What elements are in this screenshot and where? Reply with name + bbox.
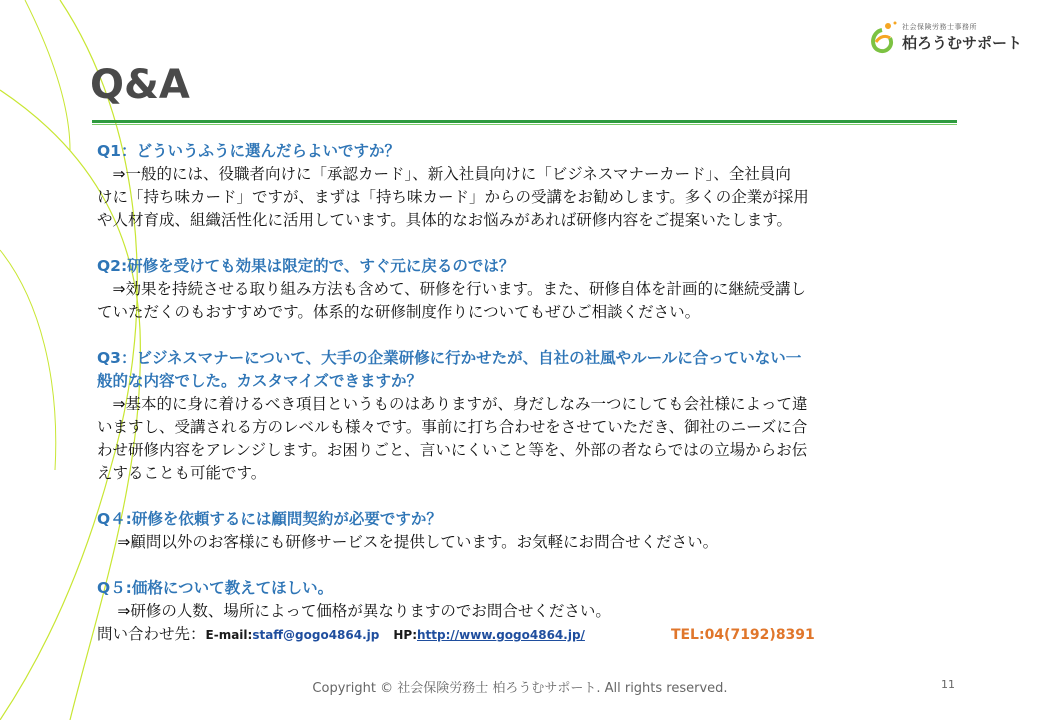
answer-4-line-1: ⇒顧問以外のお客様にも研修サービスを提供しています。お気軽にお問合せください。 <box>97 533 719 551</box>
answer-1-line-3: や人材育成、組織活性化に活用しています。具体的なお悩みがあれば研修内容をご提案いたします。 <box>97 211 793 229</box>
contact-line <box>97 623 959 647</box>
page-title: Q&A <box>90 62 190 108</box>
page-number: 11 <box>941 678 955 691</box>
answer-2-line-1: ⇒効果を持続させる取り組み方法も含めて、研修を行います。また、研修自体を計画的に継続受講し <box>97 280 806 298</box>
email-link[interactable]: staff@gogo4864.jp <box>252 628 380 642</box>
title-rule-thin <box>92 124 957 125</box>
logo-icon <box>868 20 898 54</box>
email-label: E-mail: <box>205 628 253 642</box>
qa-content <box>97 140 959 647</box>
answer-1-line-1: ⇒一般的には、役職者向けに「承認カード」、新入社員向けに「ビジネスマナーカード」、全社員向 <box>97 165 791 183</box>
question-1: Q1：どういうふうに選んだらよいですか？ <box>97 142 400 160</box>
question-3: Q3：ビジネスマナーについて、大手の企業研修に行かせたが、自社の社風やルールに合っていない一 <box>97 349 802 367</box>
website-link[interactable]: http://www.gogo4864.jp/ <box>417 628 585 642</box>
logo-subtitle: 社会保険労務士事務所 <box>901 22 977 31</box>
copyright-footer: Copyright © 社会保険労務士 柏ろうむサポート. All rights reserved. <box>312 681 728 696</box>
answer-3-line-3: わせ研修内容をアレンジします。お困りごと、言いにくいこと等を、外部の者ならではの立場からお伝 <box>97 441 808 459</box>
logo-name: 柏ろうむサポート <box>901 33 1022 52</box>
answer-3-line-2: いますし、受講される方のレベルも様々です。事前に打ち合わせをさせていただき、御社のニーズに合 <box>97 418 808 436</box>
answer-1-line-2: けに「持ち味カード」ですが、まずは「持ち味カード」からの受講をお勧めします。多くの企業が採用 <box>97 188 809 206</box>
phone-number: TEL:04(7192)8391 <box>670 627 815 643</box>
answer-3-line-1: ⇒基本的に身に着けるべき項目というものはありますが、身だしなみ一つにしても会社様によって違 <box>97 395 808 413</box>
contact-label: 問い合わせ先： <box>97 625 206 643</box>
company-logo <box>868 20 1022 54</box>
answer-3-line-4: えすることも可能です。 <box>97 464 267 482</box>
answer-5-line-1: ⇒研修の人数、場所によって価格が異なりますのでお問合せください。 <box>97 602 611 620</box>
title-rule <box>92 120 957 123</box>
question-5: Q５:価格について教えてほしい。 <box>97 579 334 597</box>
question-3-cont: 般的な内容でした。カスタマイズできますか？ <box>97 372 423 390</box>
hp-label: HP: <box>393 628 417 642</box>
question-2: Q2:研修を受けても効果は限定的で、すぐ元に戻るのでは？ <box>97 257 515 275</box>
answer-2-line-2: ていただくのもおすすめです。体系的な研修制度作りについてもぜひご相談ください。 <box>97 303 701 321</box>
question-4: Q４:研修を依頼するには顧問契約が必要ですか？ <box>97 510 442 528</box>
